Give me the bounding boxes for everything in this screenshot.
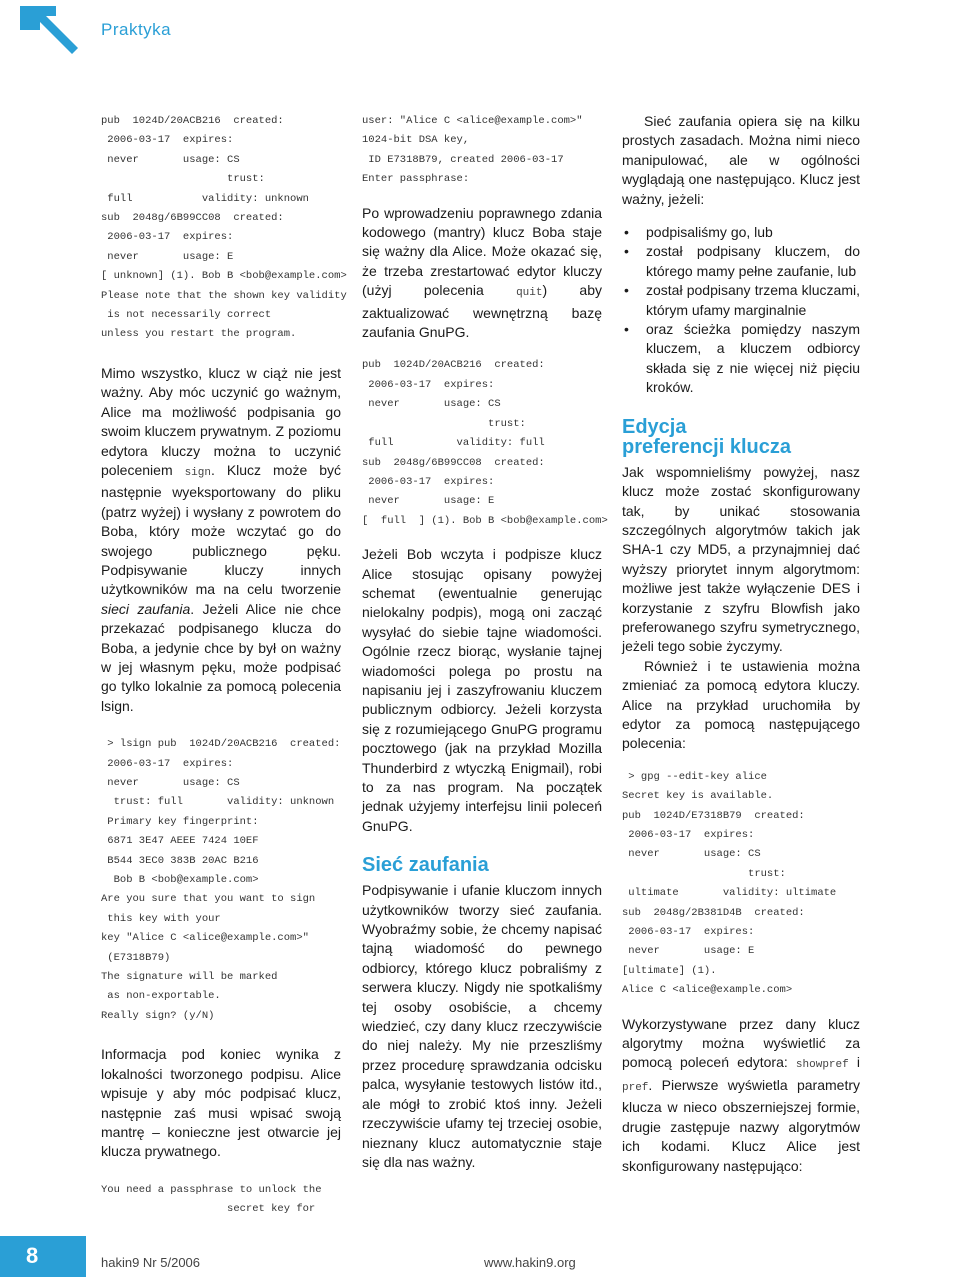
code-block: pub 1024D/20ACB216 created: 2006-03-17 expires: never usage: CS trust: full validity: unknown sub 2048g/6B99CC08 created: 2006-03-17 expires: never usage: E [ unknown] (1). Bob B <bob@example.com> Please note that the shown key validity is not necessarily correct unless you restart the program.	[101, 115, 347, 341]
hammer-icon	[16, 2, 88, 54]
inline-command: pref	[622, 1081, 649, 1094]
section-heading: Edycja preferencji klucza	[622, 415, 791, 458]
section-title: Praktyka	[101, 20, 172, 39]
emphasis: sieci zaufania	[101, 600, 191, 617]
column-3	[622, 112, 860, 1176]
code-block: > gpg --edit-key alice Secret key is available. pub 1024D/E7318B79 created: 2006-03-17 expires: never usage: CS trust: ultimate validity: ultimate sub 2048g/2B381D4B created: 2006-03-17 expires: never usage: E [ultimate] (1). Alice C <alice@example.com>	[622, 770, 837, 997]
list-item: • oraz ścieżka pomiędzy naszym kluczem, a kluczem odbiorcy składa się z nie więcej niż pięciu kroków.	[624, 321, 860, 396]
page-header	[0, 0, 960, 62]
paragraph: Mimo wszystko, klucz w ciąż nie jest ważny. Aby móc uczynić go ważnym, Alice ma możliwość podpisania go swoim kluczem prywatnym. Z poziomu edytora kluczy można to uczynić poleceniem sign. Klucz może być następnie wyeksportowany do pliku (patrz wyżej) i wysłany z powrotem do Boba, który może wczytać go do swojego publicznego pęku. Podpisywanie kluczy innych użytkowników ma na celu tworzenie sieci zaufania. Jeżeli Alice nie chce przekazać podpisanego klucza do Boba, a jedynie chce by był on ważny w jej własnym pęku, może podpisać go tylko lokalnie za pomocą polecenia lsign.	[101, 364, 341, 714]
inline-command: quit	[516, 287, 543, 300]
issue-label: hakin9 Nr 5/2006	[101, 1255, 201, 1270]
paragraph: Podpisywanie i ufanie kluczom innych użytkowników tworzy sieć zaufania. Wyobraźmy sobie, że chcemy napisać tajną wiadomość do pewnego odbiorcy, którego klucz pobraliśmy z serwera kluczy. Nigdy nie spotkaliśmy tej osoby osobiście, a chcemy wiedzieć, czy dany klucz rzeczywiście do niej należy. My nie przeszliśmy przez procedurę sprawdzania odcisku palca, wysyłanie testowych listów itd., ale mógł to zrobić ktoś inny. Jeżeli rzeczywiście ufamy tej trzeciej osobie, nieznany klucz automatycznie staje się dla nas ważny.	[362, 882, 602, 1170]
paragraph: Jeżeli Bob wczyta i podpisze klucz Alice stosując opisany powyżej schemat (ewentualnie generując nielokalny podpis), mogą oni zacząć wysyłać do siebie tajne wiadomości. Ogólnie rzecz biorąc, wysłanie tajnej wiadomości polega po prostu na napisaniu jej i zaszyfrowaniu kluczem publicznym odbiorcy. Jeżeli korzysta się z rozumiejącego GnuPG programu pocztowego (jak na przykład Mozilla Thunderbird z wtyczką Enigmail), robi to za nas program. Na początek jednak użyjemy interfejsu linii poleceń GnuPG.	[362, 546, 602, 834]
list-item: • został podpisany trzema kluczami, którym ufamy marginalnie	[624, 282, 860, 318]
paragraph: Informacja pod koniec wynika z lokalności tworzonego podpisu. Alice wpisuje y aby móc podpisać klucz, następnie zaś musi wpisać swoją mantrę – konieczne jest otwarcie jej klucza prywatnego.	[101, 1046, 341, 1160]
page-footer	[0, 1236, 960, 1277]
paragraph: Po wprowadzeniu poprawnego zdania kodowego (mantry) klucz Boba staje się ważny dla Alice. Może okazać się, że trzeba zrestartować edytor kluczy (użyj polecenia quit) aby zaktualizować wewnętrzną bazę zaufania GnuPG.	[362, 204, 603, 341]
page-number: 8	[26, 1243, 39, 1268]
bullet-icon: •	[624, 321, 629, 338]
bullet-list	[622, 223, 860, 398]
column-1	[101, 112, 347, 1220]
section-heading: Sieć zaufania	[362, 854, 489, 877]
paragraph: Wykorzystywane przez dany klucz algorytmy można wyświetlić za pomocą poleceń edytora: showpref i pref. Pierwsze wyświetla parametry klucza w nieco obszerniejszej formie, drugie zastępuje nazwy algorytmów ich kodami. Klucz Alice jest skonfigurowany następująco:	[622, 1015, 861, 1174]
code-block: > lsign pub 1024D/20ACB216 created: 2006-03-17 expires: never usage: CS trust: full validity: unknown Primary key fingerprint: 6871 3E47 AEEE 7424 10EF B544 3EC0 383B 20AC B216 Bob B <bob@example.com> Are you sure that you want to sign this key with your key "Alice C <alice@example.com>" (E7318B79) The signature will be marked as non-exportable. Really sign? (y/N)	[101, 738, 341, 1022]
inline-command: sign	[184, 466, 211, 479]
paragraph: Jak wspomnieliśmy powyżej, nasz klucz może zostać skonfigurowany tak, by unikać stosowania szczególnych algorytmów takich jak SHA-1 czy MD5, a przynajmniej dać wyższy priorytet innym algorytmom: możliwe jest także wyłączenie DES i korzystanie z szyfru Blowfish jako preferowanego szyfru symetrycznego, jeżeli tego sobie życzymy.	[622, 463, 860, 655]
inline-command: showpref	[795, 1059, 849, 1072]
bullet-icon: •	[624, 224, 629, 241]
bullet-icon: •	[624, 282, 629, 299]
website-link[interactable]: www.hakin9.org	[484, 1255, 576, 1270]
list-item: • został podpisany kluczem, do którego mamy pełne zaufanie, lub	[624, 243, 860, 279]
column-2	[362, 112, 608, 1172]
code-block: user: "Alice C <alice@example.com>" 1024-bit DSA key, ID E7318B79, created 2006-03-17 Enter passphrase:	[362, 115, 583, 186]
code-block: pub 1024D/20ACB216 created: 2006-03-17 expires: never usage: CS trust: full validity: full sub 2048g/6B99CC08 created: 2006-03-17 expires: never usage: E [ full ] (1). Bob B <bob@example.com>	[362, 359, 608, 527]
code-block: You need a passphrase to unlock the secret key for	[101, 1183, 322, 1216]
page-number-box	[0, 1236, 86, 1277]
paragraph: Sieć zaufania opiera się na kilku prostych zasadach. Można nimi nieco manipulować, ale w ogólności wyglądają one następująco. Klucz jest ważny, jeżeli:	[622, 113, 860, 207]
paragraph: Również i te ustawienia można zmieniać za pomocą edytora kluczy. Alice na przykład uruchomiła by edytor za pomocą następującego polecenia:	[622, 657, 860, 752]
bullet-icon: •	[624, 243, 629, 260]
list-item: • podpisaliśmy go, lub	[622, 223, 860, 242]
